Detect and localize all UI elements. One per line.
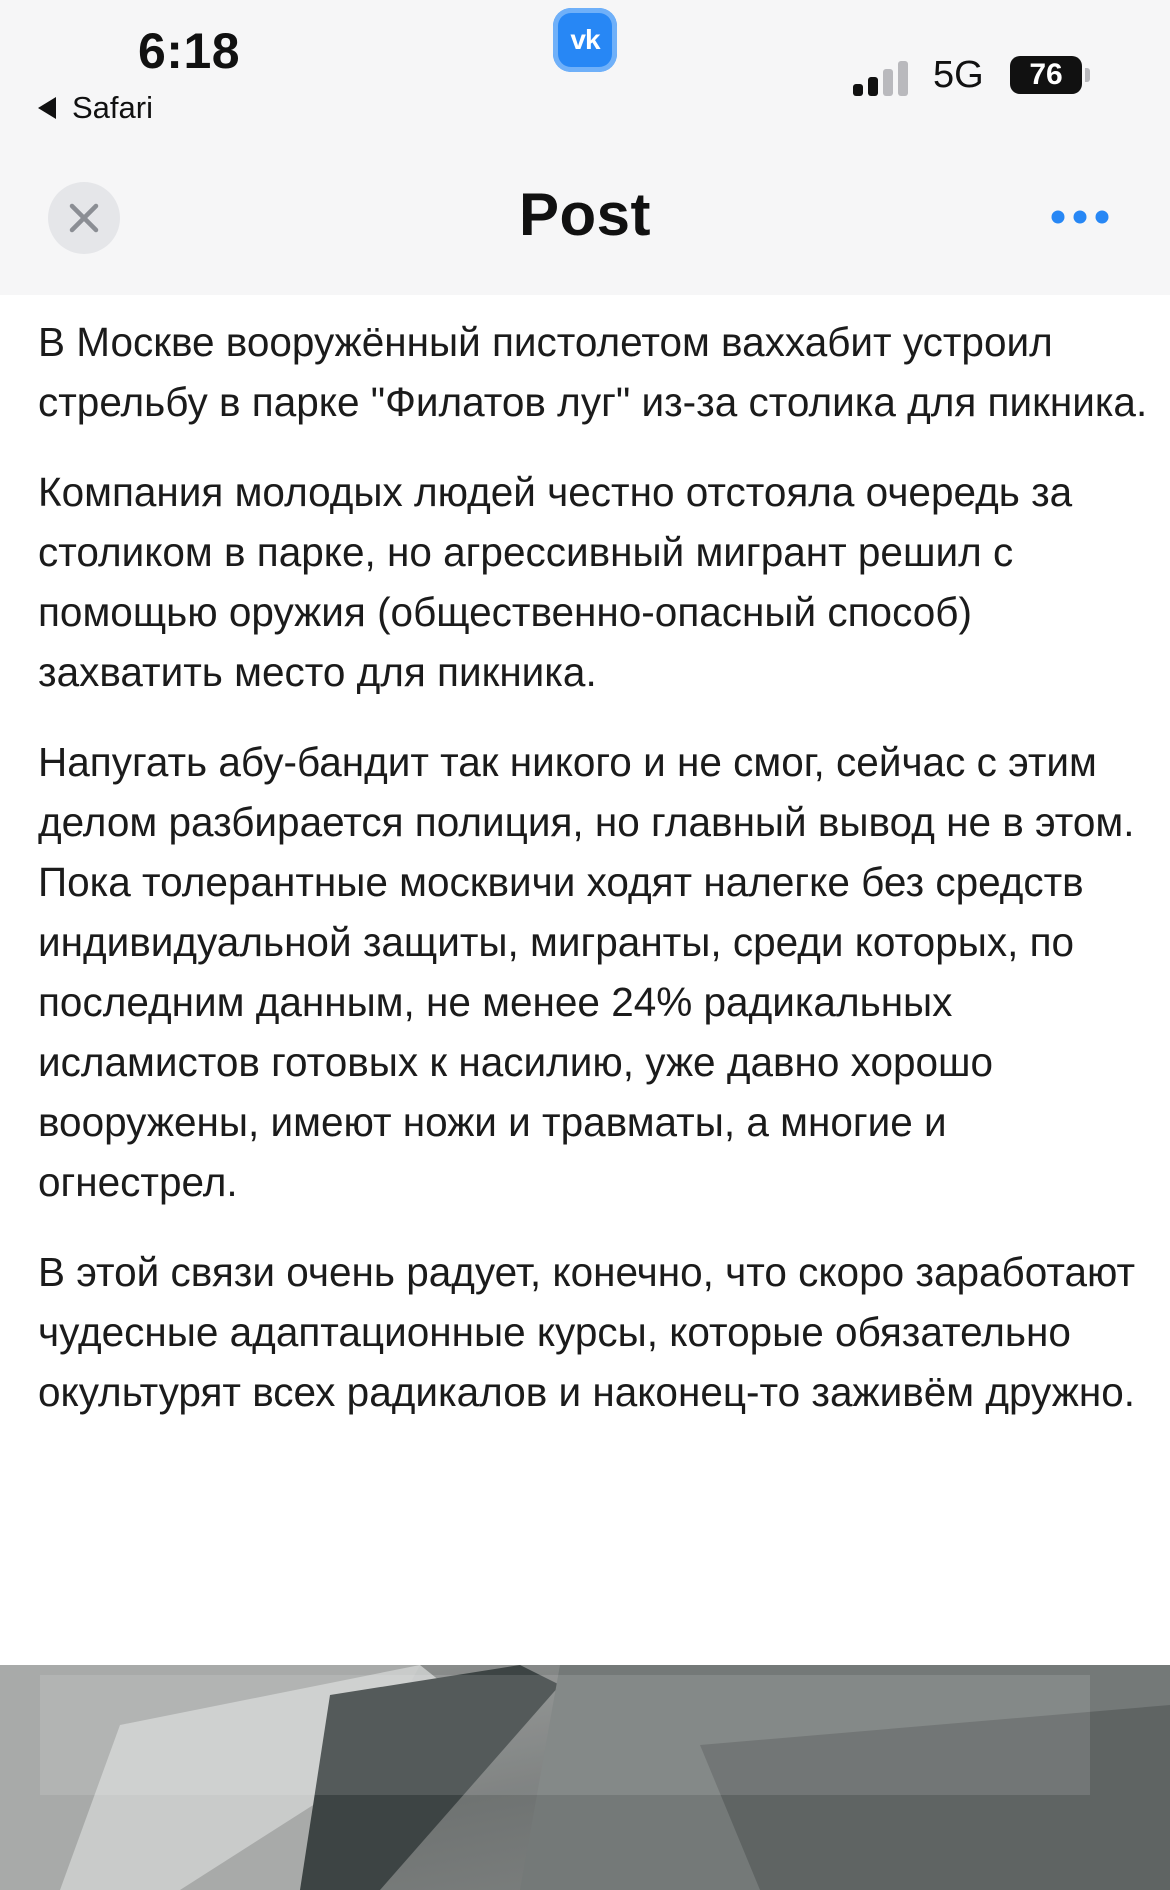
back-arrow-icon <box>38 97 56 119</box>
video-thumbnail <box>0 1665 1170 1890</box>
network-type: 5G <box>933 54 984 96</box>
vk-logo-label: vk <box>570 24 600 55</box>
post-header <box>0 130 1170 295</box>
vk-logo-icon <box>553 8 617 72</box>
post-media-video[interactable] <box>0 1665 1170 1890</box>
status-time: 6:18 <box>138 23 241 79</box>
post-text <box>38 312 1148 1452</box>
battery-level: 76 <box>1029 58 1063 91</box>
more-horizontal-icon <box>1050 209 1110 225</box>
status-bar <box>0 0 1170 130</box>
battery-icon <box>1010 56 1082 94</box>
post-paragraph: Компания молодых людей честно отстояла очередь за столиком в парке, но агрессивный мигрант решил с помощью оружия (общественно-опасный способ) захватить место для пикника. <box>38 469 1073 695</box>
back-app-label: Safari <box>72 90 153 125</box>
cellular-signal-icon <box>853 58 913 96</box>
back-to-safari-link[interactable] <box>38 90 153 126</box>
post-paragraph: В Москве вооружённый пистолетом ваххабит устроил стрельбу в парке "Филатов луг" из-за столика для пикника. <box>38 319 1148 425</box>
post-paragraph: В этой связи очень радует, конечно, что скоро заработают чудесные адаптационные курсы, которые обязательно окультурят всех радикалов и наконец-то заживём дружно. <box>38 1249 1136 1415</box>
post-paragraph: Напугать абу-бандит так никого и не смог, сейчас с этим делом разбирается полиция, но главный вывод не в этом. Пока толерантные москвичи ходят налегке без средств индивидуальной защиты, мигранты, среди которых, по последним данным, не менее 24% радикальных исламистов готовых к насилию, уже давно хорошо вооружены, имеют ножи и травматы, а многие и огнестрел. <box>38 739 1135 1205</box>
more-options-button[interactable] <box>1045 192 1115 242</box>
page-title: Post <box>518 181 652 248</box>
battery-tip <box>1085 68 1090 82</box>
